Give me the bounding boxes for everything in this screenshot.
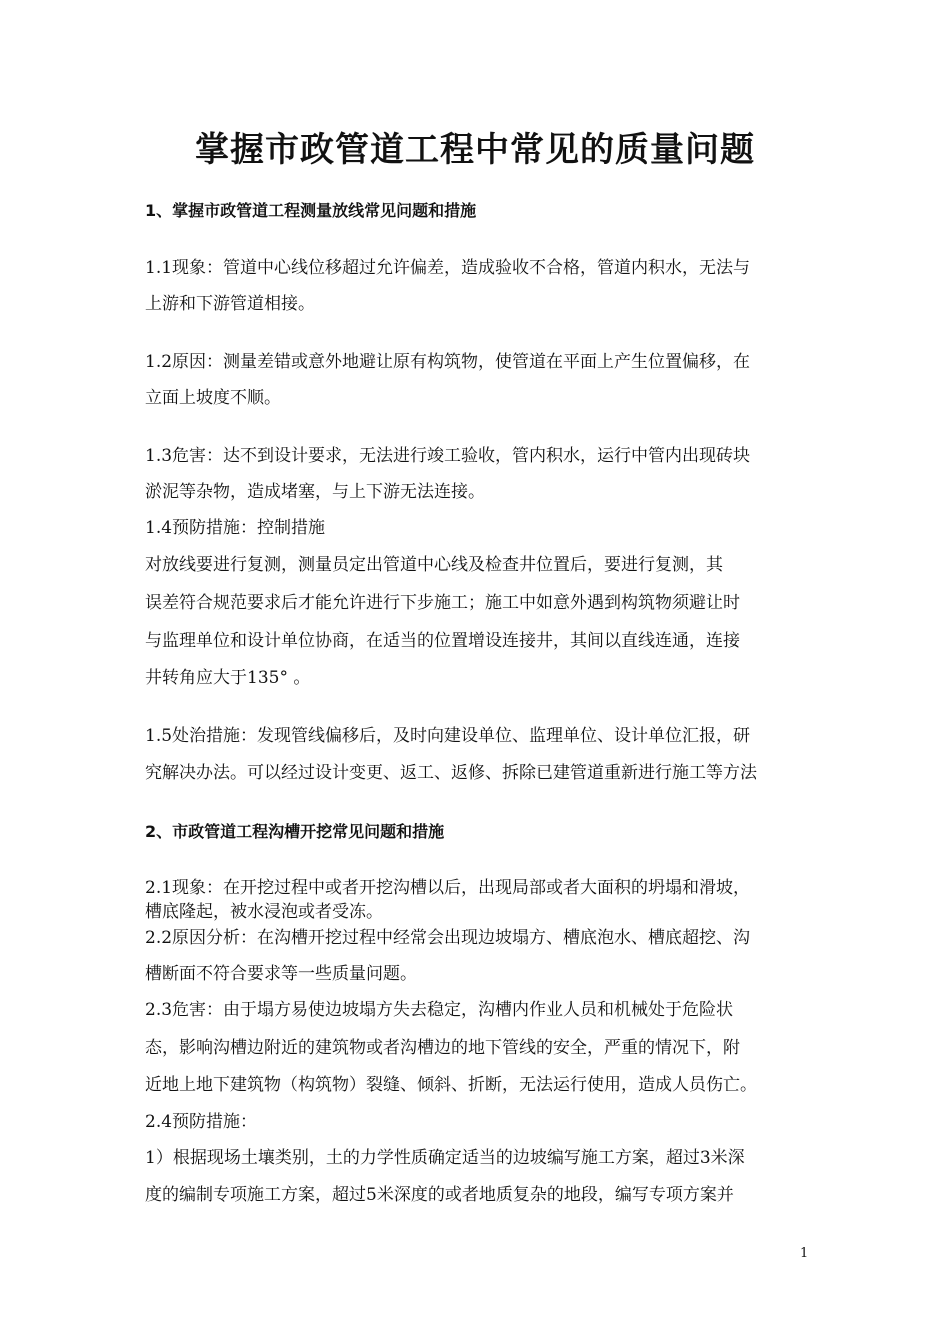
paragraph-line: 1）根据现场土壤类别，土的力学性质确定适当的边坡编写施工方案，超过3米深 bbox=[145, 1148, 745, 1168]
paragraph-line: 1.1现象：管道中心线位移超过允许偏差，造成验收不合格，管道内积水，无法与 bbox=[145, 258, 751, 278]
paragraph-line: 1.3危害：达不到设计要求，无法进行竣工验收，管内积水，运行中管内出现砖块 bbox=[145, 446, 751, 466]
paragraph-line: 2.2原因分析：在沟槽开挖过程中经常会出现边坡塌方、槽底泡水、槽底超挖、沟 bbox=[145, 928, 751, 948]
paragraph-line: 度的编制专项施工方案，超过5米深度的或者地质复杂的地段，编写专项方案并 bbox=[145, 1185, 734, 1205]
paragraph-line: 2.1现象：在开挖过程中或者开挖沟槽以后，出现局部或者大面积的坍塌和滑坡， bbox=[145, 878, 751, 898]
paragraph-line: 立面上坡度不顺。 bbox=[145, 388, 281, 408]
paragraph-line: 槽底隆起，被水浸泡或者受冻。 bbox=[145, 902, 383, 922]
paragraph-line: 2.4预防措施： bbox=[145, 1112, 258, 1132]
document-title: 掌握市政管道工程中常见的质量问题 bbox=[195, 130, 755, 170]
paragraph-line: 1.4预防措施：控制措施 bbox=[145, 518, 326, 538]
paragraph-line: 态，影响沟槽边附近的建筑物或者沟槽边的地下管线的安全，严重的情况下，附 bbox=[145, 1038, 740, 1058]
paragraph-line: 究解决办法。可以经过设计变更、返工、返修、拆除已建管道重新进行施工等方法 bbox=[145, 763, 757, 783]
paragraph-line: 1.2原因：测量差错或意外地避让原有构筑物，使管道在平面上产生位置偏移，在 bbox=[145, 352, 751, 372]
paragraph-line: 1.5处治措施：发现管线偏移后，及时向建设单位、监理单位、设计单位汇报，研 bbox=[145, 726, 751, 746]
page-number: 1 bbox=[800, 1246, 809, 1261]
section-heading-1: 1、掌握市政管道工程测量放线常见问题和措施 bbox=[145, 201, 477, 220]
paragraph-line: 误差符合规范要求后才能允许进行下步施工；施工中如意外遇到构筑物须避让时 bbox=[145, 593, 740, 613]
paragraph-line: 近地上地下建筑物（构筑物）裂缝、倾斜、折断，无法运行使用，造成人员伤亡。 bbox=[145, 1075, 757, 1095]
paragraph-line: 淤泥等杂物，造成堵塞，与上下游无法连接。 bbox=[145, 482, 485, 502]
paragraph-line: 槽断面不符合要求等一些质量问题。 bbox=[145, 964, 417, 984]
paragraph-line: 对放线要进行复测，测量员定出管道中心线及检查井位置后，要进行复测，其 bbox=[145, 555, 723, 575]
section-heading-2: 2、市政管道工程沟槽开挖常见问题和措施 bbox=[145, 822, 445, 841]
paragraph-line: 与监理单位和设计单位协商，在适当的位置增设连接井，其间以直线连通，连接 bbox=[145, 631, 740, 651]
paragraph-line: 井转角应大于135° 。 bbox=[145, 668, 311, 688]
paragraph-line: 2.3危害：由于塌方易使边坡塌方失去稳定，沟槽内作业人员和机械处于危险状 bbox=[145, 1000, 734, 1020]
paragraph-line: 上游和下游管道相接。 bbox=[145, 294, 315, 314]
